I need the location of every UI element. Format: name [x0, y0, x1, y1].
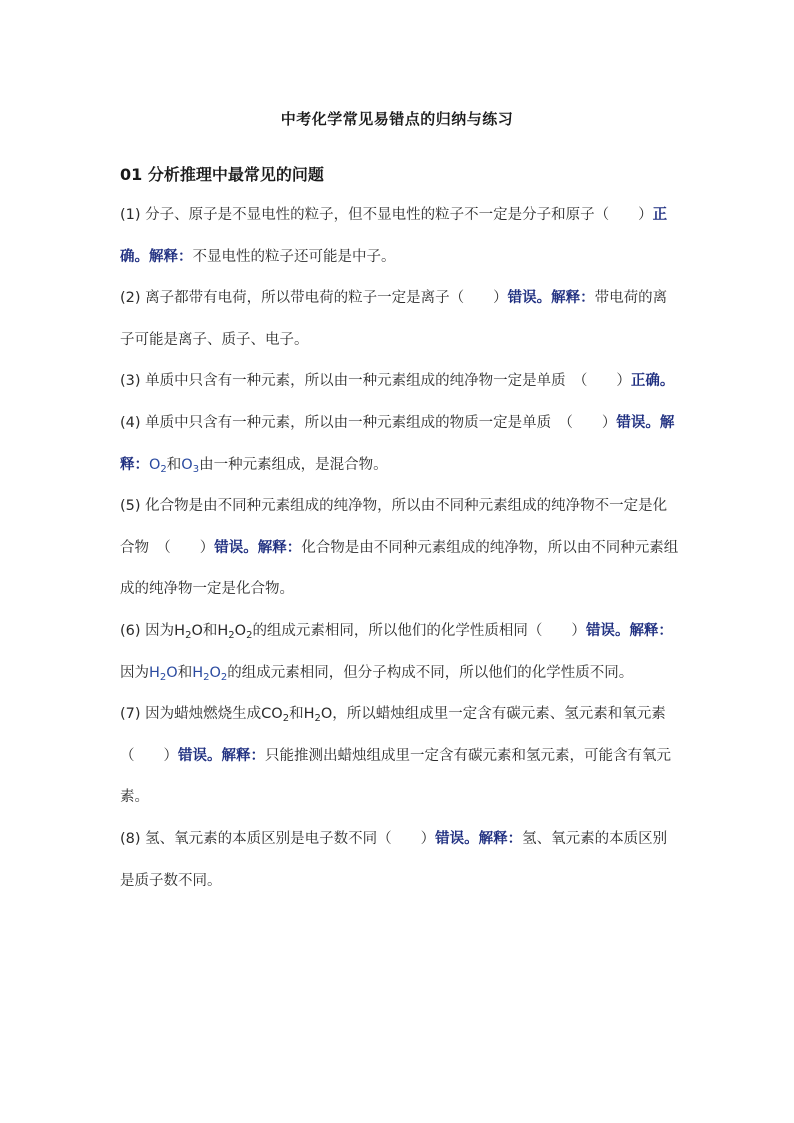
formula-h2o: $H_2O$ — [174, 622, 203, 641]
question-4-explanation: 由一种元素组成，是混合物。 — [199, 456, 388, 473]
explain-label: 解释： — [629, 622, 673, 639]
question-2-text: (2) 离子都带有电荷，所以带电荷的粒子一定是离子（ ） — [120, 290, 508, 307]
explain-label: 解释： — [478, 830, 523, 847]
answer-wrong-label: 错误 — [214, 539, 244, 556]
question-7: (7) 因为蜡烛燃烧生成$CO_2$和$H_2O$，所以蜡烛组成里一定含有碳元素、氢元素和氧元素（ ）错误。解释：只能推测出蜡烛组成里一定含有碳元素和氢元素，可能含有氧元素。 — [120, 706, 671, 806]
explain-label: 解释： — [149, 248, 193, 265]
answer-wrong-label: 错误 — [507, 290, 537, 307]
document-title: 中考化学常见易错点的归纳与练习 — [280, 110, 514, 128]
question-3: (3) 单质中只含有一种元素，所以由一种元素组成的纯净物一定是单质 （ ）正确。 — [120, 373, 675, 390]
question-5: (5) 化合物是由不同种元素组成的纯净物，所以由不同种元素组成的纯净物不一定是化合物 （ ）错误。解释：化合物是由不同种元素组成的纯净物，所以由不同种元素组成的纯净物一定是化合物。 — [120, 498, 679, 598]
formula-h2o2: $H_2O_2$ — [217, 622, 253, 641]
answer-correct-label: 正确 — [120, 207, 668, 265]
formula-co2: $CO_2$ — [261, 706, 290, 725]
question-6-text: 的组成元素相同，所以他们的化学性质相同（ ） — [252, 622, 586, 639]
question-3-text: (3) 单质中只含有一种元素，所以由一种元素组成的纯净物一定是单质 （ ） — [120, 373, 631, 390]
question-1: (1) 分子、原子是不显电性的粒子，但不显电性的粒子不一定是分子和原子（ ）正确。解释：不显电性的粒子还可能是中子。 — [120, 207, 668, 265]
question-8-explanation: 氢、氧元素的本质区别是质子数不同。 — [120, 830, 668, 889]
section-heading: 01 分析推理中最常见的问题 — [120, 165, 324, 184]
question-4: (4) 单质中只含有一种元素，所以由一种元素组成的物质一定是单质 （ ）错误。解释：$O_2$和$O_3$由一种元素组成，是混合物。 — [120, 414, 675, 475]
question-4-text: (4) 单质中只含有一种元素，所以由一种元素组成的物质一定是单质 （ ） — [120, 414, 617, 431]
question-2-explanation: 带电荷的离子可能是离子、质子、电子。 — [120, 290, 668, 348]
formula-h2o: $H_2O$ — [149, 664, 178, 683]
formula-o3: $O_3$ — [181, 456, 200, 475]
question-7-explanation: 只能推测出蜡烛组成里一定含有碳元素和氢元素，可能含有氧元素。 — [120, 747, 671, 806]
formula-o2: $O_2$ — [149, 456, 167, 475]
answer-correct-label: 正确 — [630, 373, 660, 390]
question-8-text: (8) 氢、氧元素的本质区别是电子数不同（ ） — [120, 830, 436, 847]
answer-wrong-label: 错误 — [616, 414, 646, 431]
answer-wrong-label: 错误 — [585, 622, 615, 639]
question-1-text: (1) 分子、原子是不显电性的粒子，但不显电性的粒子不一定是分子和原子（ ） — [120, 207, 653, 223]
question-7-text: ，所以蜡烛组成里一定含有碳元素、氢元素和氧元素（ ） — [120, 706, 666, 764]
question-5-text: (5) 化合物是由不同种元素组成的纯净物，所以由不同种元素组成的纯净物不一定是化合物 （ ） — [120, 498, 668, 556]
explain-label: 解释： — [551, 290, 595, 307]
question-2: (2) 离子都带有电荷，所以带电荷的粒子一定是离子（ ）错误。解释：带电荷的离子可能是离子、质子、电子。 — [120, 290, 668, 348]
explain-label: 解释： — [120, 414, 675, 473]
answer-wrong-label: 错误 — [178, 747, 207, 764]
explain-label: 解释： — [257, 539, 302, 556]
document-body — [120, 195, 680, 902]
question-1-explanation: 不显电性的粒子还可能是中子。 — [192, 248, 396, 265]
explain-label: 解释： — [221, 747, 265, 764]
answer-wrong-label: 错误 — [435, 830, 465, 847]
formula-h2o2: $H_2O_2$ — [192, 664, 228, 683]
question-6-explanation: 的组成元素相同，但分子构成不同，所以他们的化学性质不同。 — [227, 664, 634, 681]
question-6: (6) 因为$H_2O$和$H_2O_2$的组成元素相同，所以他们的化学性质相同（ ）错误。解释：因为$H_2O$和$H_2O_2$的组成元素相同，但分子构成不同，所以他们的化学性质不同。 — [120, 622, 673, 683]
question-8: (8) 氢、氧元素的本质区别是电子数不同（ ）错误。解释：氢、氧元素的本质区别是质子数不同。 — [120, 830, 668, 889]
question-5-explanation: 化合物是由不同种元素组成的纯净物，所以由不同种元素组成的纯净物一定是化合物。 — [120, 539, 679, 598]
formula-h2o: $H_2O$ — [303, 706, 333, 725]
